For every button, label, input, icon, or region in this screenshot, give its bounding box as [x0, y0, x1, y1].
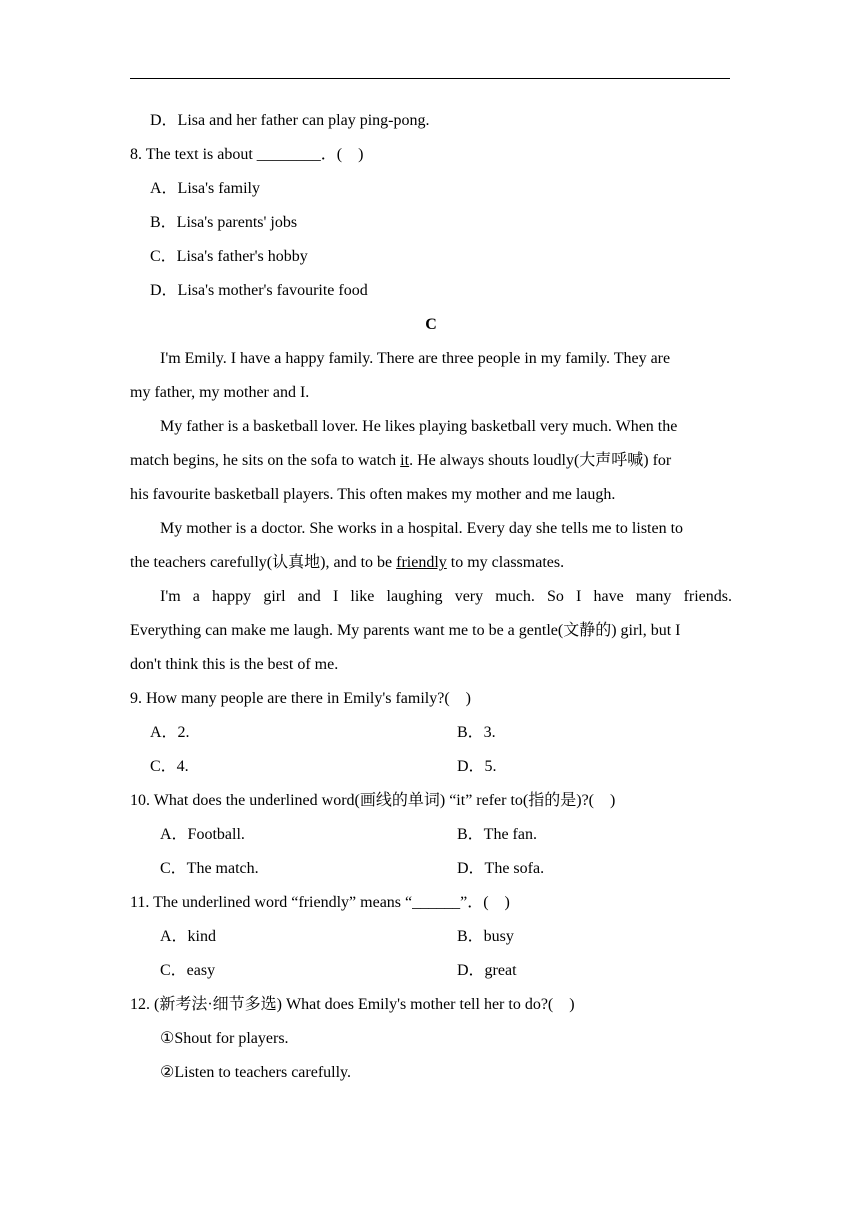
- passage-p1-line1: I'm Emily. I have a happy family. There are three people in my family. They are: [160, 350, 671, 367]
- q10-option-a: A．Football.: [160, 826, 245, 843]
- q10-stem: 10. What does the underlined word(画线的单词) “it” refer to(指的是)?( ): [130, 792, 616, 809]
- q8-option-b: B．Lisa's parents' jobs: [150, 214, 298, 231]
- underlined-word-it: it: [400, 452, 410, 469]
- passage-p4-line2: Everything can make me laugh. My parents want me to be a gentle(文静的) girl, but I: [130, 622, 681, 639]
- q11-option-c: C．easy: [160, 962, 216, 979]
- passage-p2-line1: My father is a basketball lover. He likes playing basketball very much. When the: [160, 418, 678, 435]
- q9-options-row-2: [130, 750, 732, 784]
- q11-option-b: B．busy: [457, 928, 514, 945]
- q11-options-row-1: [130, 920, 732, 954]
- passage-p1-line2: my father, my mother and I.: [130, 384, 310, 401]
- passage-heading: C: [425, 316, 437, 333]
- q9-option-c: C．4.: [150, 758, 189, 775]
- underlined-word-friendly: friendly: [396, 554, 447, 571]
- q7-option-d: D．Lisa and her father can play ping-pong.: [150, 112, 430, 129]
- q8-option-c: C．Lisa's father's hobby: [150, 248, 308, 265]
- q12-stem: 12. (新考法·细节多选) What does Emily's mother tell her to do?( ): [130, 996, 575, 1013]
- passage-p4-line3: don't think this is the best of me.: [130, 656, 339, 673]
- q10-options-row-1: [130, 818, 732, 852]
- q11-options-row-2: [130, 954, 732, 988]
- q9-stem: 9. How many people are there in Emily's family?( ): [130, 690, 472, 707]
- passage-p2-line3: his favourite basketball players. This often makes my mother and me laugh.: [130, 486, 616, 503]
- q12-item-1: ①Shout for players.: [160, 1030, 289, 1047]
- q9-option-b: B．3.: [457, 724, 496, 741]
- q10-option-d: D．The sofa.: [457, 860, 545, 877]
- q8-option-d: D．Lisa's mother's favourite food: [150, 282, 368, 299]
- q11-option-d: D．great: [457, 962, 517, 979]
- q9-options-row-1: [130, 716, 732, 750]
- worksheet-content: [130, 104, 732, 1090]
- passage-p4-line1: I'm a happy girl and I like laughing very much. So I have many friends.: [160, 588, 732, 605]
- passage-p2-line2: match begins, he sits on the sofa to watch it. He always shouts loudly(大声呼喊) for: [130, 452, 672, 469]
- q9-option-d: D．5.: [457, 758, 497, 775]
- q11-stem: 11. The underlined word “friendly” means “______”．( ): [130, 894, 510, 911]
- q8-stem: 8. The text is about ________．( ): [130, 146, 364, 163]
- q12-item-2: ②Listen to teachers carefully.: [160, 1064, 351, 1081]
- q8-option-a: A．Lisa's family: [150, 180, 260, 197]
- passage-p3-line1: My mother is a doctor. She works in a hospital. Every day she tells me to listen to: [160, 520, 684, 537]
- q11-option-a: A．kind: [160, 928, 217, 945]
- passage-p3-line2: the teachers carefully(认真地), and to be friendly to my classmates.: [130, 554, 565, 571]
- q9-option-a: A．2.: [150, 724, 190, 741]
- header-rule: [130, 78, 730, 79]
- q10-options-row-2: [130, 852, 732, 886]
- q10-option-b: B．The fan.: [457, 826, 537, 843]
- q10-option-c: C．The match.: [160, 860, 259, 877]
